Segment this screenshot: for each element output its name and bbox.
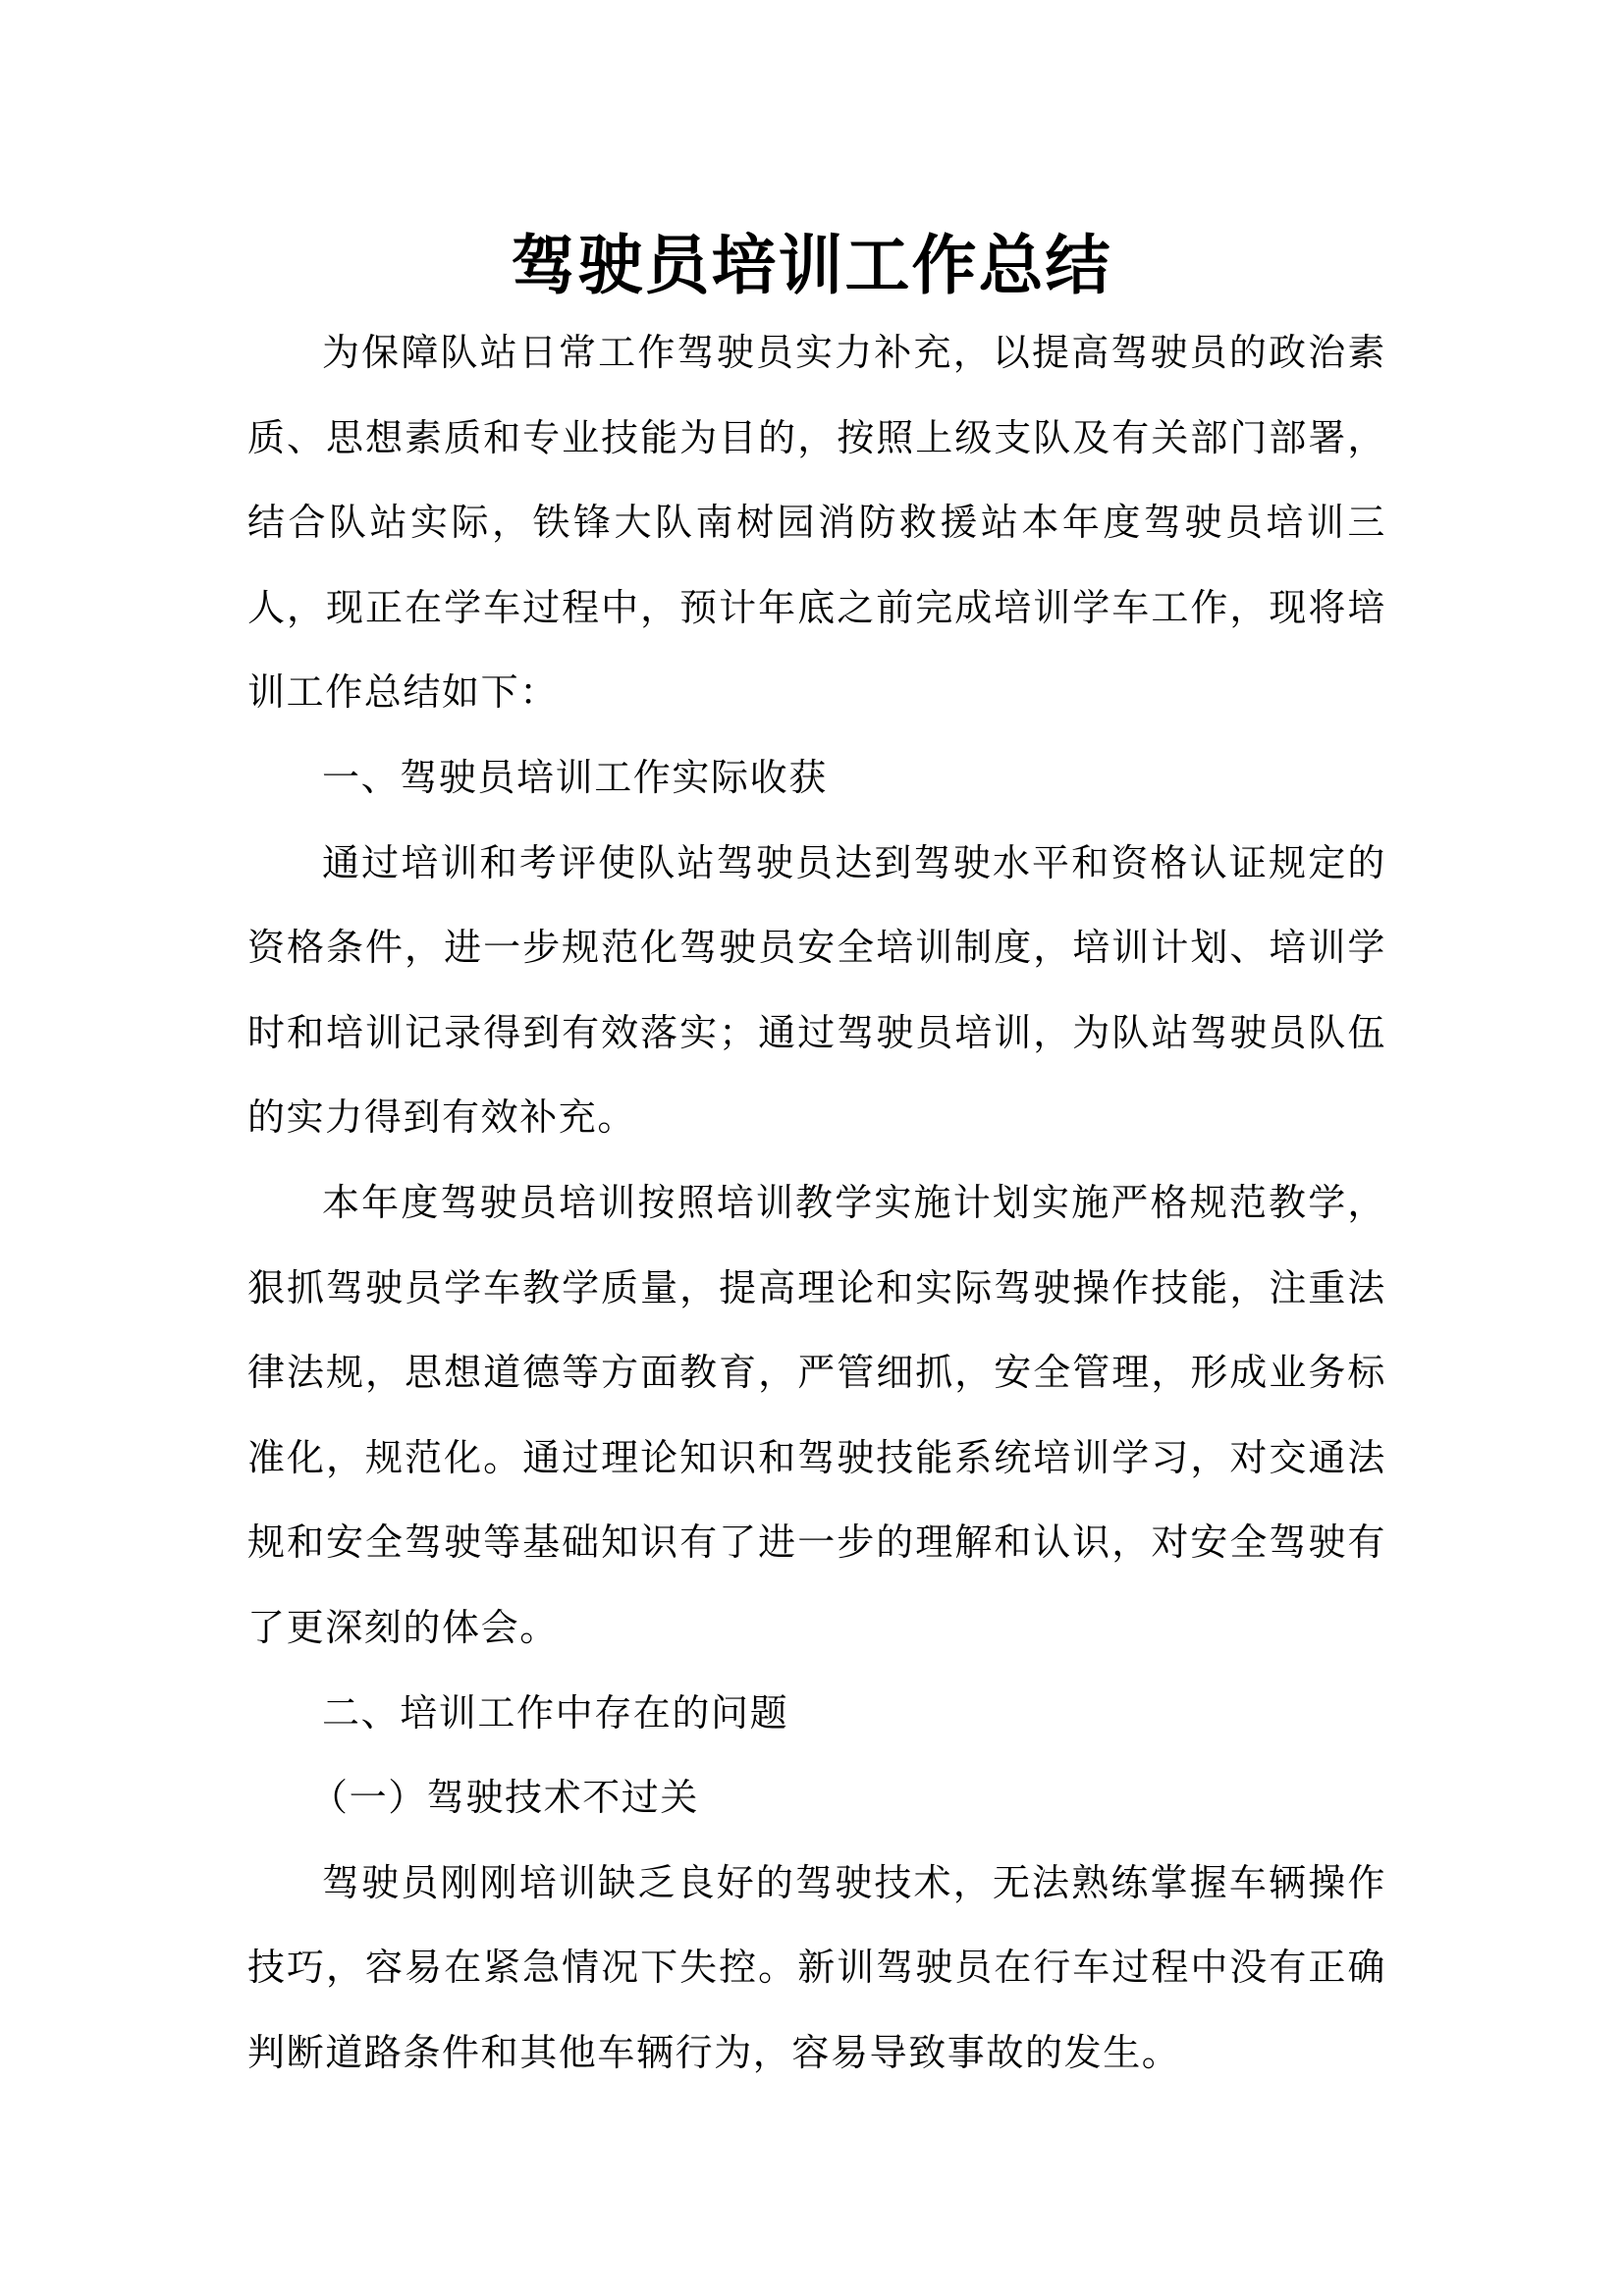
document-title: 驾驶员培训工作总结 [511,227,1112,303]
section-1-paragraph-1: 通过培训和考评使队站驾驶员达到驾驶水平和资格认证规定的资格条件，进一步规范化驾驶员安全培训制度，培训计划、培训学时和培训记录得到有效落实；通过驾驶员培训，为队站驾驶员队伍的实力得到有效补充。 [247,840,1386,1140]
document-body [247,310,1386,2095]
section-2-heading: 二、培训工作中存在的问题 [322,1690,789,1735]
intro-paragraph: 为保障队站日常工作驾驶员实力补充，以提高驾驶员的政治素质、思想素质和专业技能为目的，按照上级支队及有关部门部署，结合队站实际，铁锋大队南树园消防救援站本年度驾驶员培训三人，现正在学车过程中，预计年底之前完成培训学车工作，现将培训工作总结如下： [247,331,1386,715]
section-1-heading: 一、驾驶员培训工作实际收获 [322,755,828,799]
section-1-paragraph-2: 本年度驾驶员培训按照培训教学实施计划实施严格规范教学，狠抓驾驶员学车教学质量，提高理论和实际驾驶操作技能，注重法律法规，思想道德等方面教育，严管细抓，安全管理，形成业务标准化，规范化。通过理论知识和驾驶技能系统培训学习，对交通法规和安全驾驶等基础知识有了进一步的理解和认识，对安全驾驶有了更深刻的体会。 [247,1180,1386,1649]
section-2-subsection-1-paragraph: 驾驶员刚刚培训缺乏良好的驾驶技术，无法熟练掌握车辆操作技巧，容易在紧急情况下失控。新训驾驶员在行车过程中没有正确判断道路条件和其他车辆行为，容易导致事故的发生。 [247,1860,1386,2074]
section-2-subsection-1-heading: （一）驾驶技术不过关 [310,1776,700,1820]
